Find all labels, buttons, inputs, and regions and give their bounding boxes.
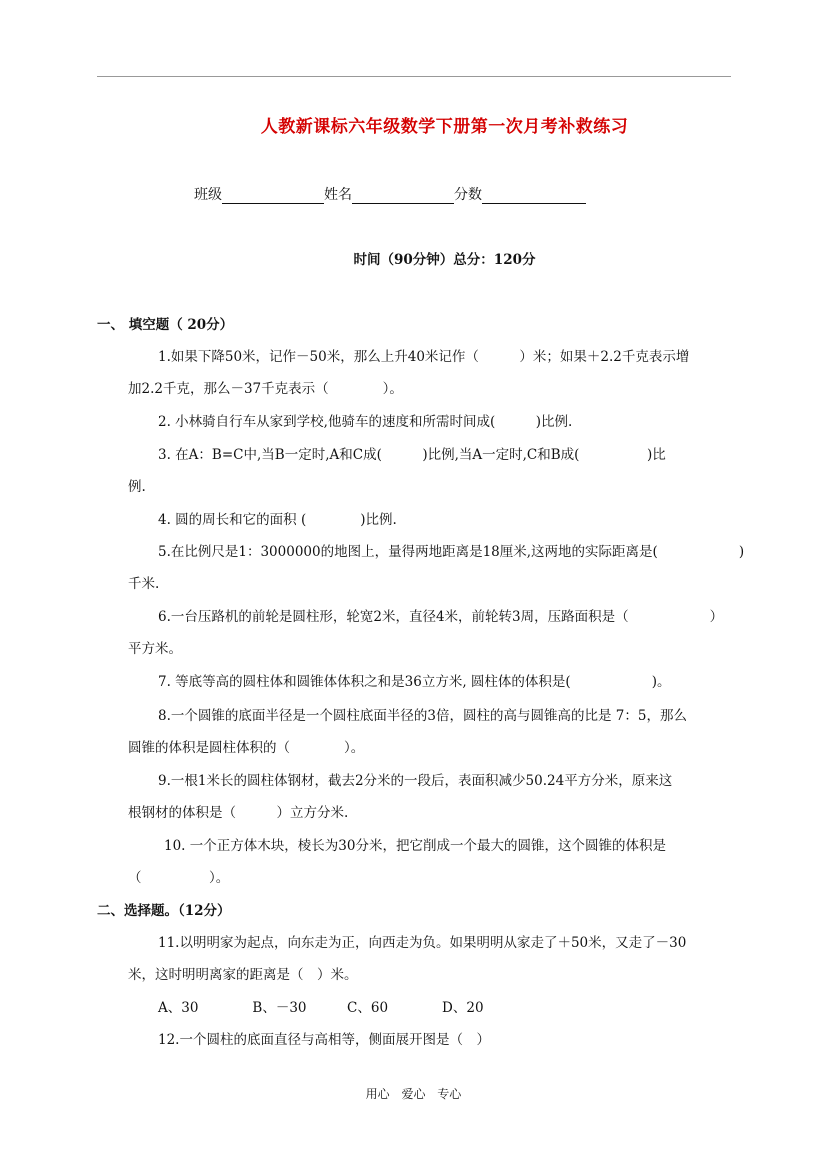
question-line: 10. 一个正方体木块，棱长为30分米，把它削成一个最大的圆锥，这个圆锥的体积是: [164, 838, 666, 854]
time-score-line: 时间（90分钟）总分：120分: [353, 252, 536, 268]
question-line: 1.如果下降50米，记作－50米，那么上升40米记作（ ）米；如果＋2.2千克表示增: [158, 349, 690, 365]
question-line: 平方米。: [128, 641, 182, 657]
question-line: 2. 小林骑自行车从家到学校,他骑车的速度和所需时间成( )比例.: [158, 414, 573, 430]
question-line: 加2.2千克，那么－37千克表示（ ）。: [128, 381, 403, 397]
question-line: 圆锥的体积是圆柱体积的（ ）。: [128, 740, 365, 756]
class-blank[interactable]: [222, 189, 324, 204]
question-line: 例.: [128, 479, 146, 495]
question-line: 6.一台压路机的前轮是圆柱形，轮宽2米，直径4米，前轮转3周，压路面积是（ ）: [158, 609, 724, 625]
page-title: 人教新课标六年级数学下册第一次月考补救练习: [260, 117, 629, 137]
student-info: [194, 184, 586, 204]
class-label: 班级: [194, 187, 222, 203]
question-line: 米，这时明明离家的距离是（ ）米。: [128, 967, 358, 983]
page-footer: 用心 爱心 专心: [365, 1087, 462, 1101]
score-label: 分数: [454, 187, 482, 203]
section-heading-choice: 二、选择题。（12分）: [97, 903, 231, 919]
name-blank[interactable]: [352, 189, 454, 204]
question-line: 千米.: [128, 576, 160, 592]
section-heading-fill: 一、 填空题（ 20分）: [97, 317, 234, 333]
question-line: 7. 等底等高的圆柱体和圆锥体体积之和是36立方米, 圆柱体的体积是( )。: [158, 674, 671, 690]
question-line: 12.一个圆柱的底面直径与高相等，侧面展开图是（ ）: [158, 1032, 490, 1048]
question-line: 3. 在A：B=C中,当B一定时,A和C成( )比例,当A一定时,C和B成( )比: [158, 447, 666, 463]
question-line: 5.在比例尺是1：3000000的地图上，量得两地距离是18厘米,这两地的实际距离是( ): [158, 544, 745, 560]
question-line: 11.以明明家为起点，向东走为正，向西走为负。如果明明从家走了＋50米，又走了－30: [158, 935, 687, 951]
score-blank[interactable]: [482, 189, 586, 204]
question-line: 4. 圆的周长和它的面积 ( )比例.: [158, 512, 397, 528]
name-label: 姓名: [324, 187, 352, 203]
header-rule: [97, 76, 731, 77]
question-line: 9.一根1米长的圆柱体钢材，截去2分米的一段后，表面积减少50.24平方分米，原来这: [158, 773, 673, 789]
question-line: 8.一个圆锥的底面半径是一个圆柱底面半径的3倍，圆柱的高与圆锥高的比是 7：5，那么: [158, 708, 687, 724]
question-line: （ ）。: [128, 870, 230, 886]
question-line: 根钢材的体积是（ ）立方分米.: [128, 805, 349, 821]
answer-options: A、30 B、－30 C、60 D、20: [158, 1000, 484, 1016]
